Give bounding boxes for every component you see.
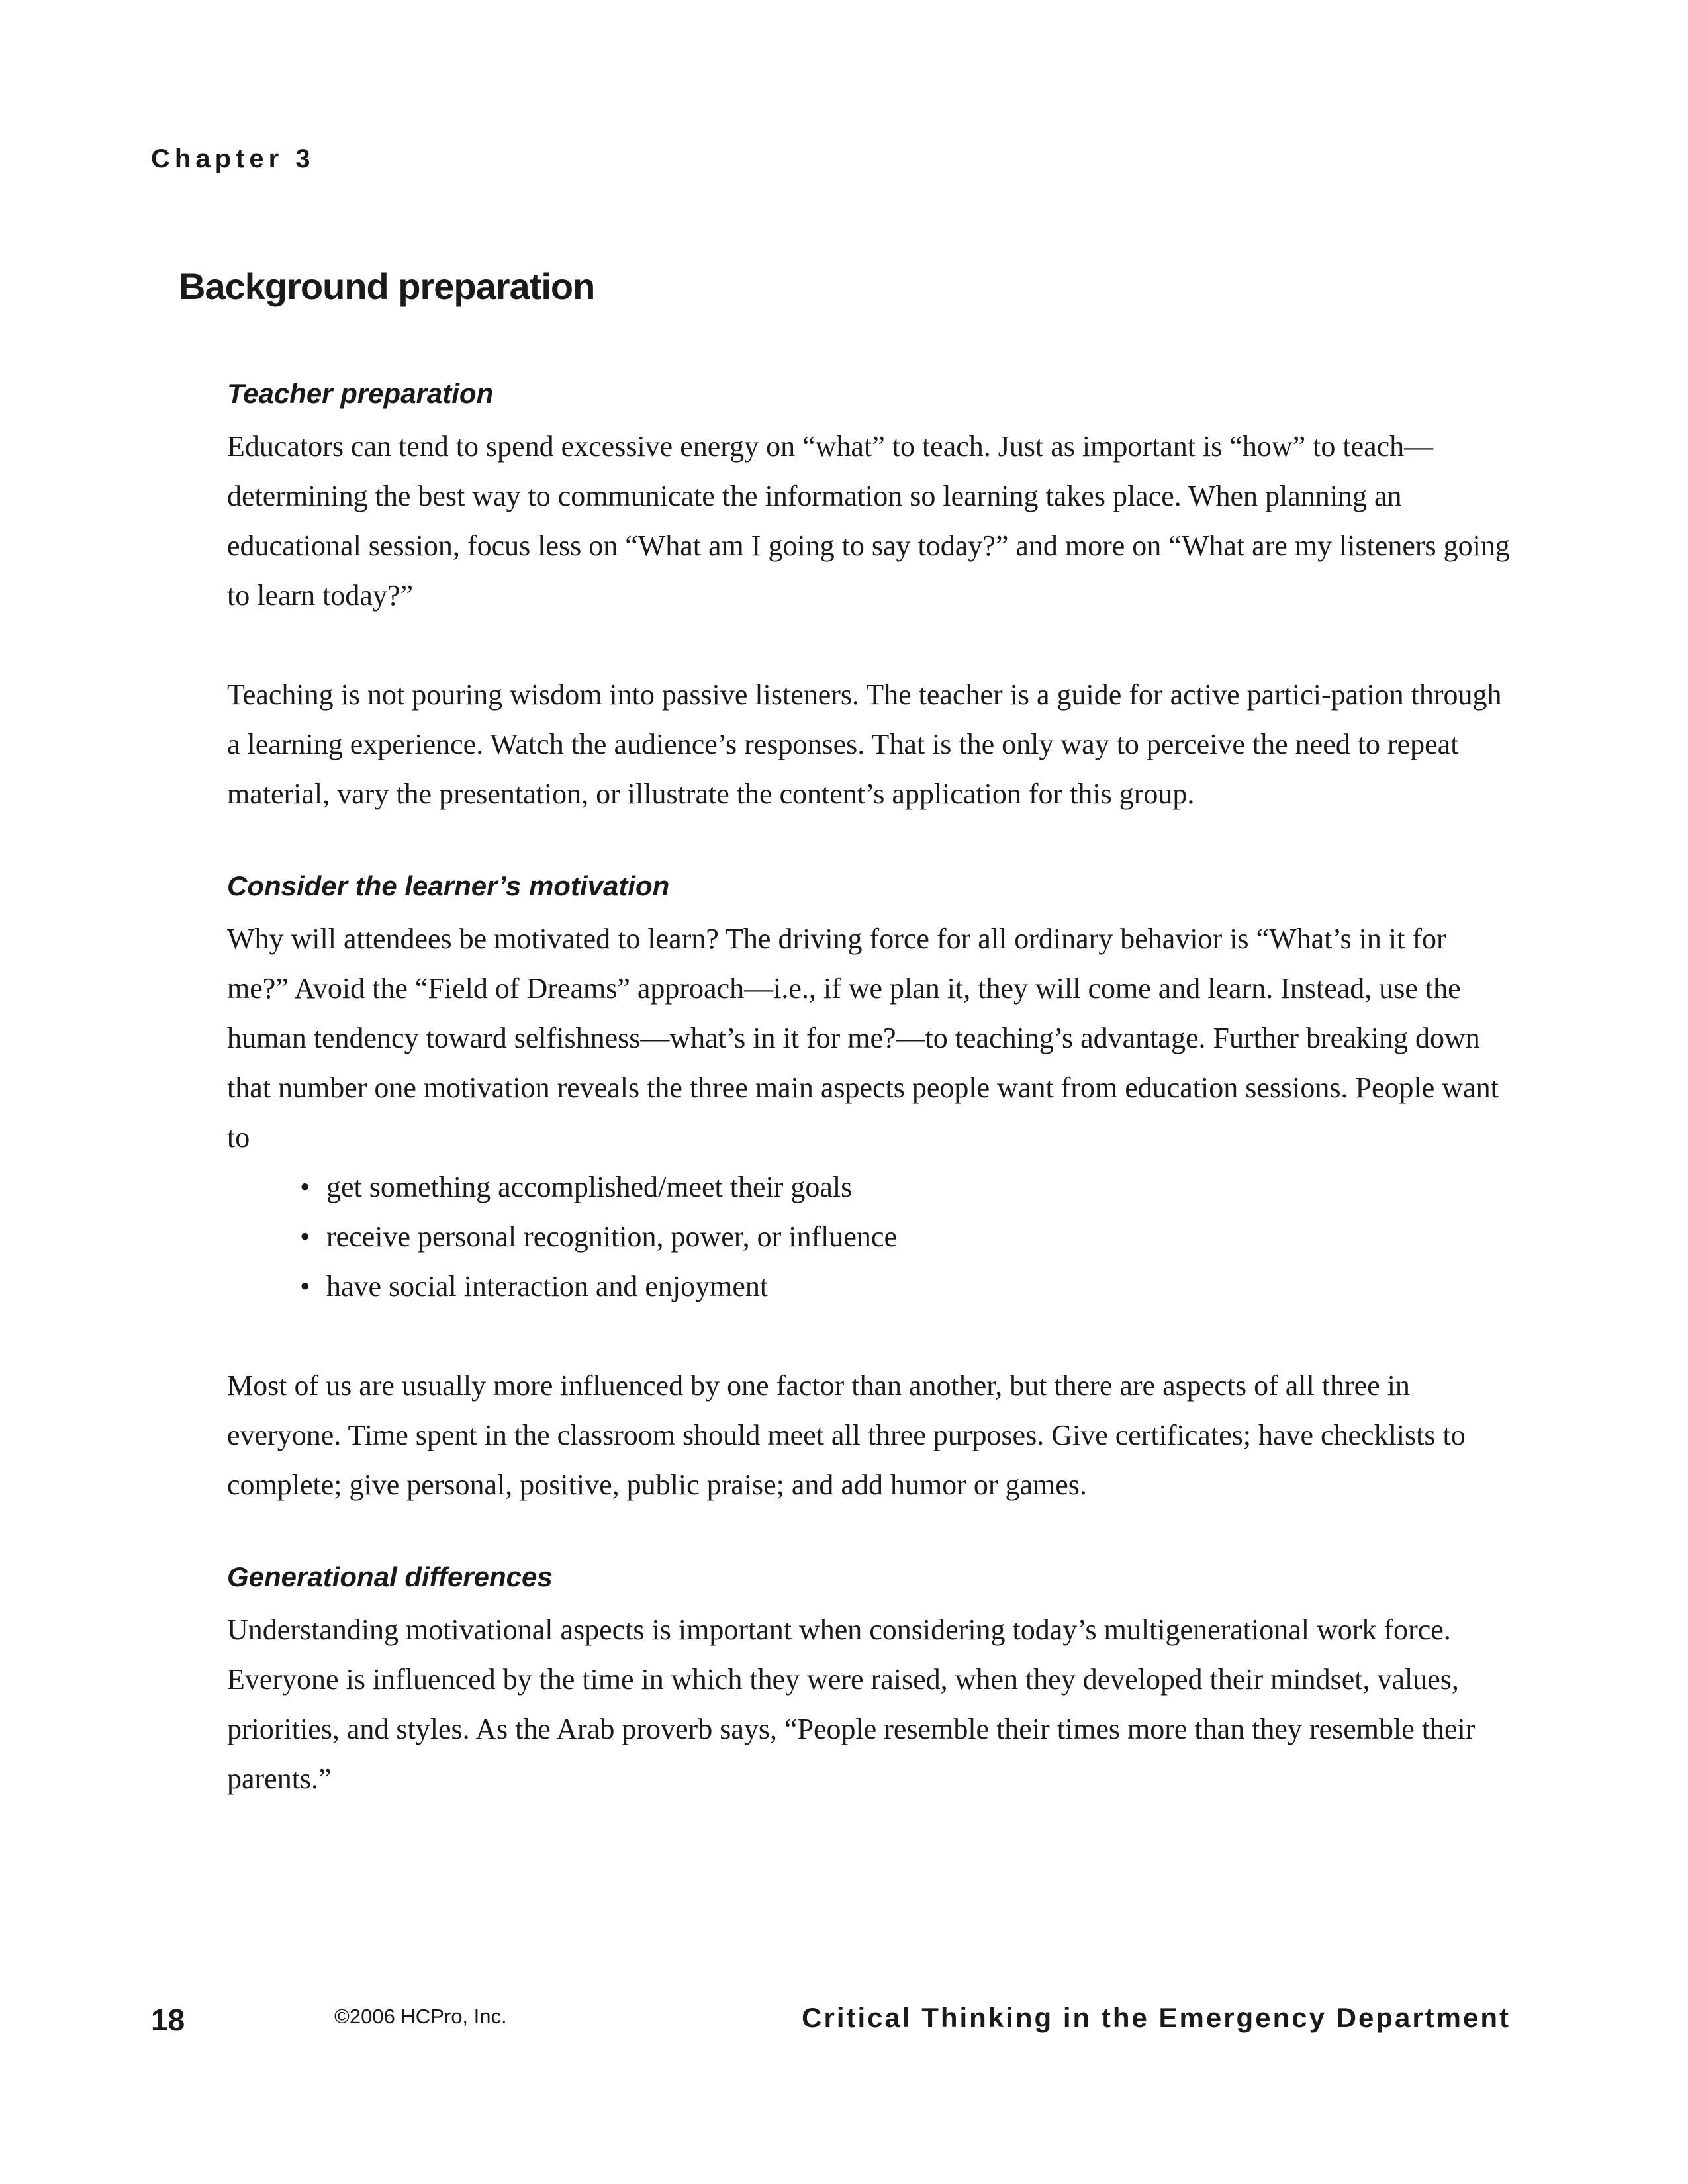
bullet-list [227,1162,1511,1311]
chapter-label: Chapter 3 [151,144,315,173]
list-item [300,1162,1511,1212]
section-learner-motivation [227,866,1511,1510]
list-item [300,1261,1511,1311]
page-title: Background preparation [179,265,595,307]
section-generational-differences [227,1557,1511,1803]
bullet-icon: • [300,1220,310,1253]
paragraph: Educators can tend to spend excessive energy on “what” to teach. Just as important is “how” to teach—determining the best way to communicate the information so learning takes place. When planning an educational session, focus less on “What am I going to say today?” and more on “What are my listeners going to learn today?” [227,430,1510,612]
page-content [227,374,1511,1803]
section-teacher-preparation [227,374,1511,819]
list-item-text: have social interaction and enjoyment [326,1270,769,1302]
copyright-notice: ©2006 HCPro, Inc. [334,2005,507,2028]
section-heading: Teacher preparation [227,378,494,409]
list-item-text: get something accomplished/meet their goals [326,1171,853,1203]
list-item-text: receive personal recognition, power, or influence [326,1220,897,1253]
book-title: Critical Thinking in the Emergency Department [802,2002,1511,2033]
bullet-icon: • [300,1270,310,1302]
paragraph: Understanding motivational aspects is important when considering today’s multigenerational work force. Everyone is influenced by the time in which they were raised, when they developed their mindset, values, priorities, and styles. As the Arab proverb says, “People resemble their times more than they resemble their parents.” [227,1614,1476,1795]
paragraph: Most of us are usually more influenced by one factor than another, but there are aspects of all three in everyone. Time spent in the classroom should meet all three purposes. Give certificates; have checklists to complete; give personal, positive, public praise; and add humor or games. [227,1369,1466,1501]
paragraph: Teaching is not pouring wisdom into passive listeners. The teacher is a guide for active partici-pation through a learning experience. Watch the audience’s responses. That is the only way to perceive the need to repeat material, vary the presentation, or illustrate the content’s application for this group. [227,678,1502,810]
section-heading: Consider the learner’s motivation [227,870,670,901]
page-footer [0,2002,1688,2048]
bullet-icon: • [300,1171,310,1203]
section-heading: Generational differences [227,1561,553,1592]
paragraph: Why will attendees be motivated to learn? The driving force for all ordinary behavior is “What’s in it for me?” Avoid the “Field of Dreams” approach—i.e., if we plan it, they will come and learn. Instead, use the human tendency toward selfishness—what’s in it for me?—to teaching’s advantage. Further breaking down that number one motivation reveals the three main aspects people want from education sessions. People want to [227,923,1499,1154]
list-item [300,1212,1511,1261]
page-number: 18 [151,2003,185,2037]
